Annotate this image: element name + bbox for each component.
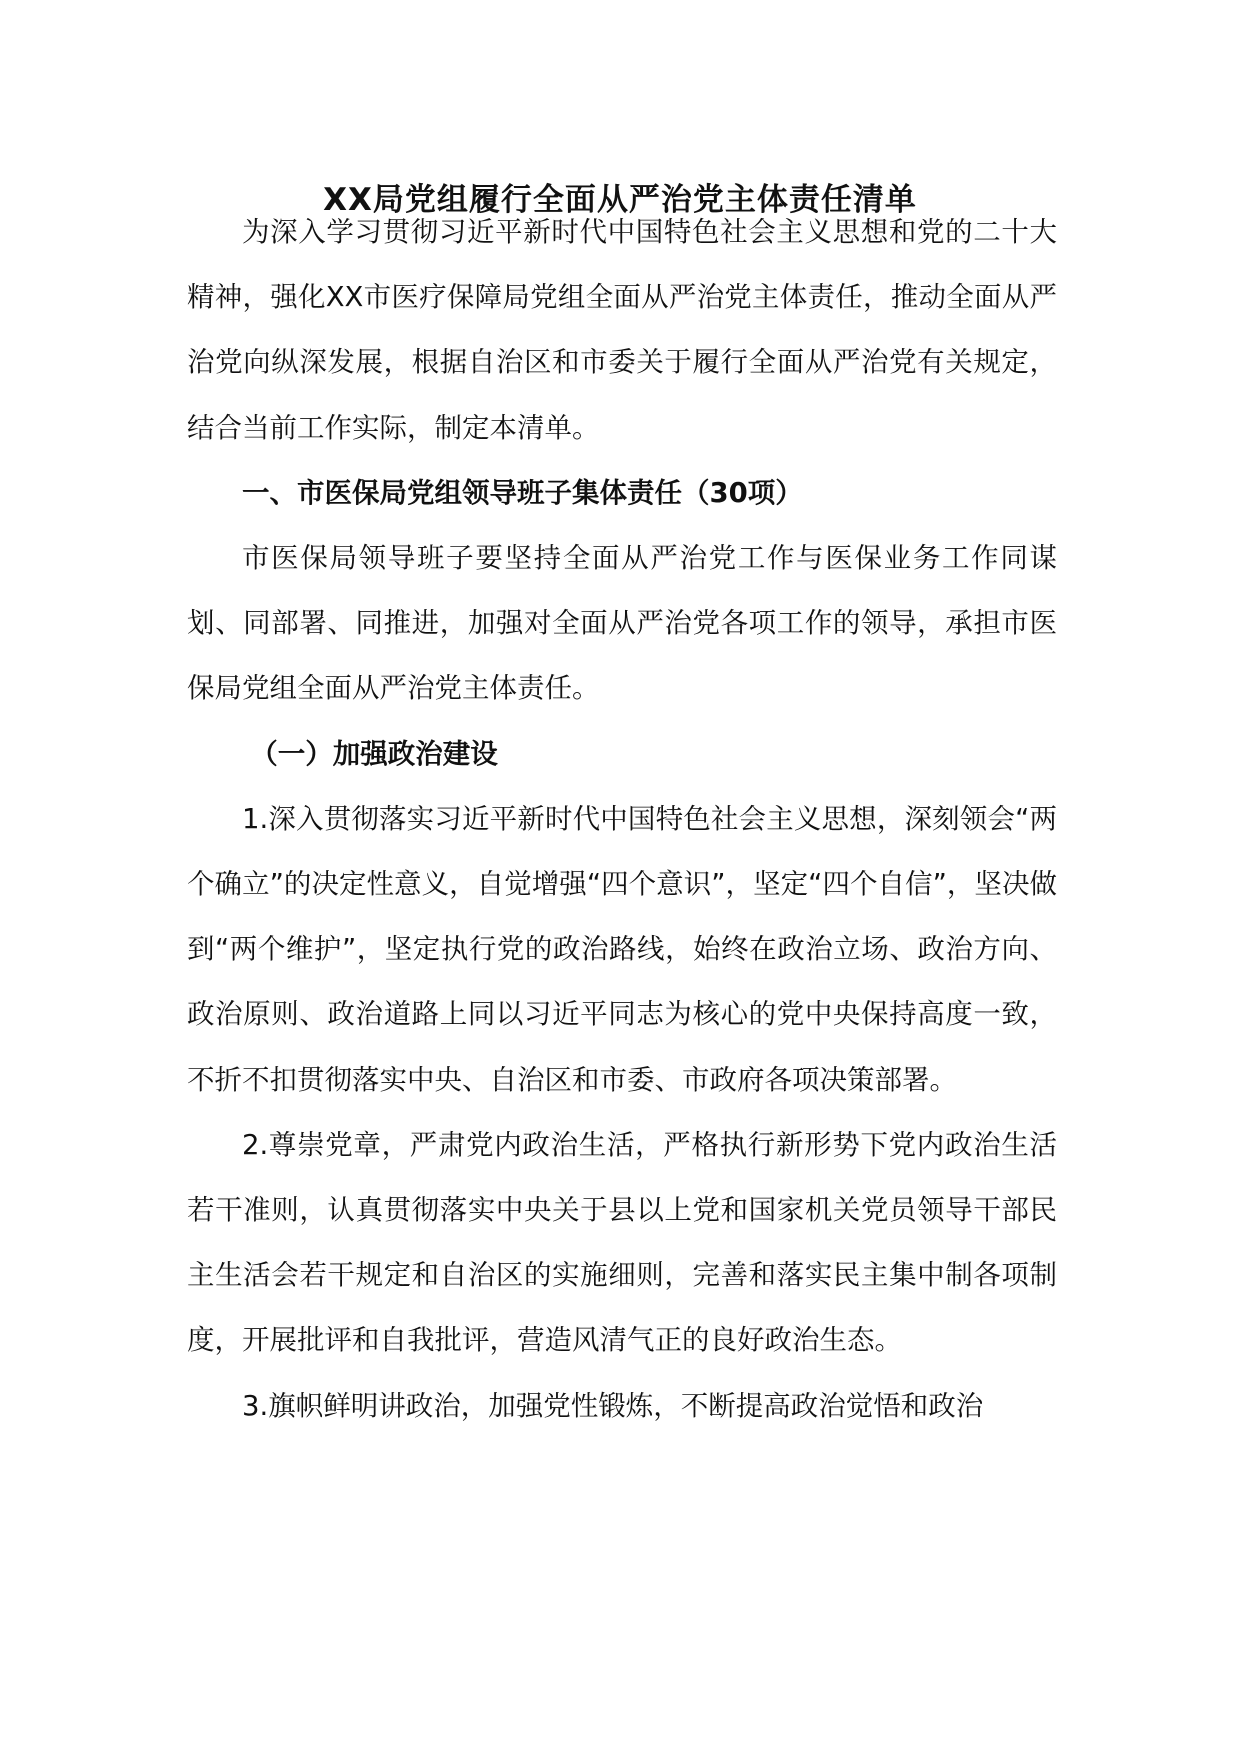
document-body (187, 200, 1057, 1439)
section-heading-1: 一、市医保局党组领导班子集体责任（30项） (242, 476, 803, 509)
item-paragraph-3: 3.旗帜鲜明讲政治，加强党性锻炼，不断提高政治觉悟和政治 (242, 1389, 984, 1422)
section-1-intro-paragraph: 市医保局领导班子要坚持全面从严治党工作与医保业务工作同谋划、同部署、同推进，加强对全面从严治党各项工作的领导，承担市医保局党组全面从严治党主体责任。 (187, 542, 1057, 705)
item-paragraph-2: 2.尊崇党章，严肃党内政治生活，严格执行新形势下党内政治生活若干准则，认真贯彻落实中央关于县以上党和国家机关党员领导干部民主生活会若干规定和自治区的实施细则，完善和落实民主集中制各项制度，开展批评和自我批评，营造风清气正的良好政治生态。 (187, 1128, 1057, 1357)
intro-paragraph: 为深入学习贯彻习近平新时代中国特色社会主义思想和党的二十大精神，强化XX市医疗保障局党组全面从严治党主体责任，推动全面从严治党向纵深发展，根据自治区和市委关于履行全面从严治党有关规定，结合当前工作实际，制定本清单。 (187, 216, 1057, 444)
document-title: XX局党组履行全面从严治党主体责任清单 (323, 182, 917, 218)
item-paragraph-1: 1.深入贯彻落实习近平新时代中国特色社会主义思想，深刻领会“两个确立”的决定性意义，自觉增强“四个意识”，坚定“四个自信”，坚决做到“两个维护”，坚定执行党的政治路线，始终在政治立场、政治方向、政治原则、政治道路上同以习近平同志为核心的党中央保持高度一致，不折不扣贯彻落实中央、自治区和市委、市政府各项决策部署。 (187, 802, 1057, 1096)
subsection-heading-1: （一）加强政治建设 (250, 737, 498, 770)
